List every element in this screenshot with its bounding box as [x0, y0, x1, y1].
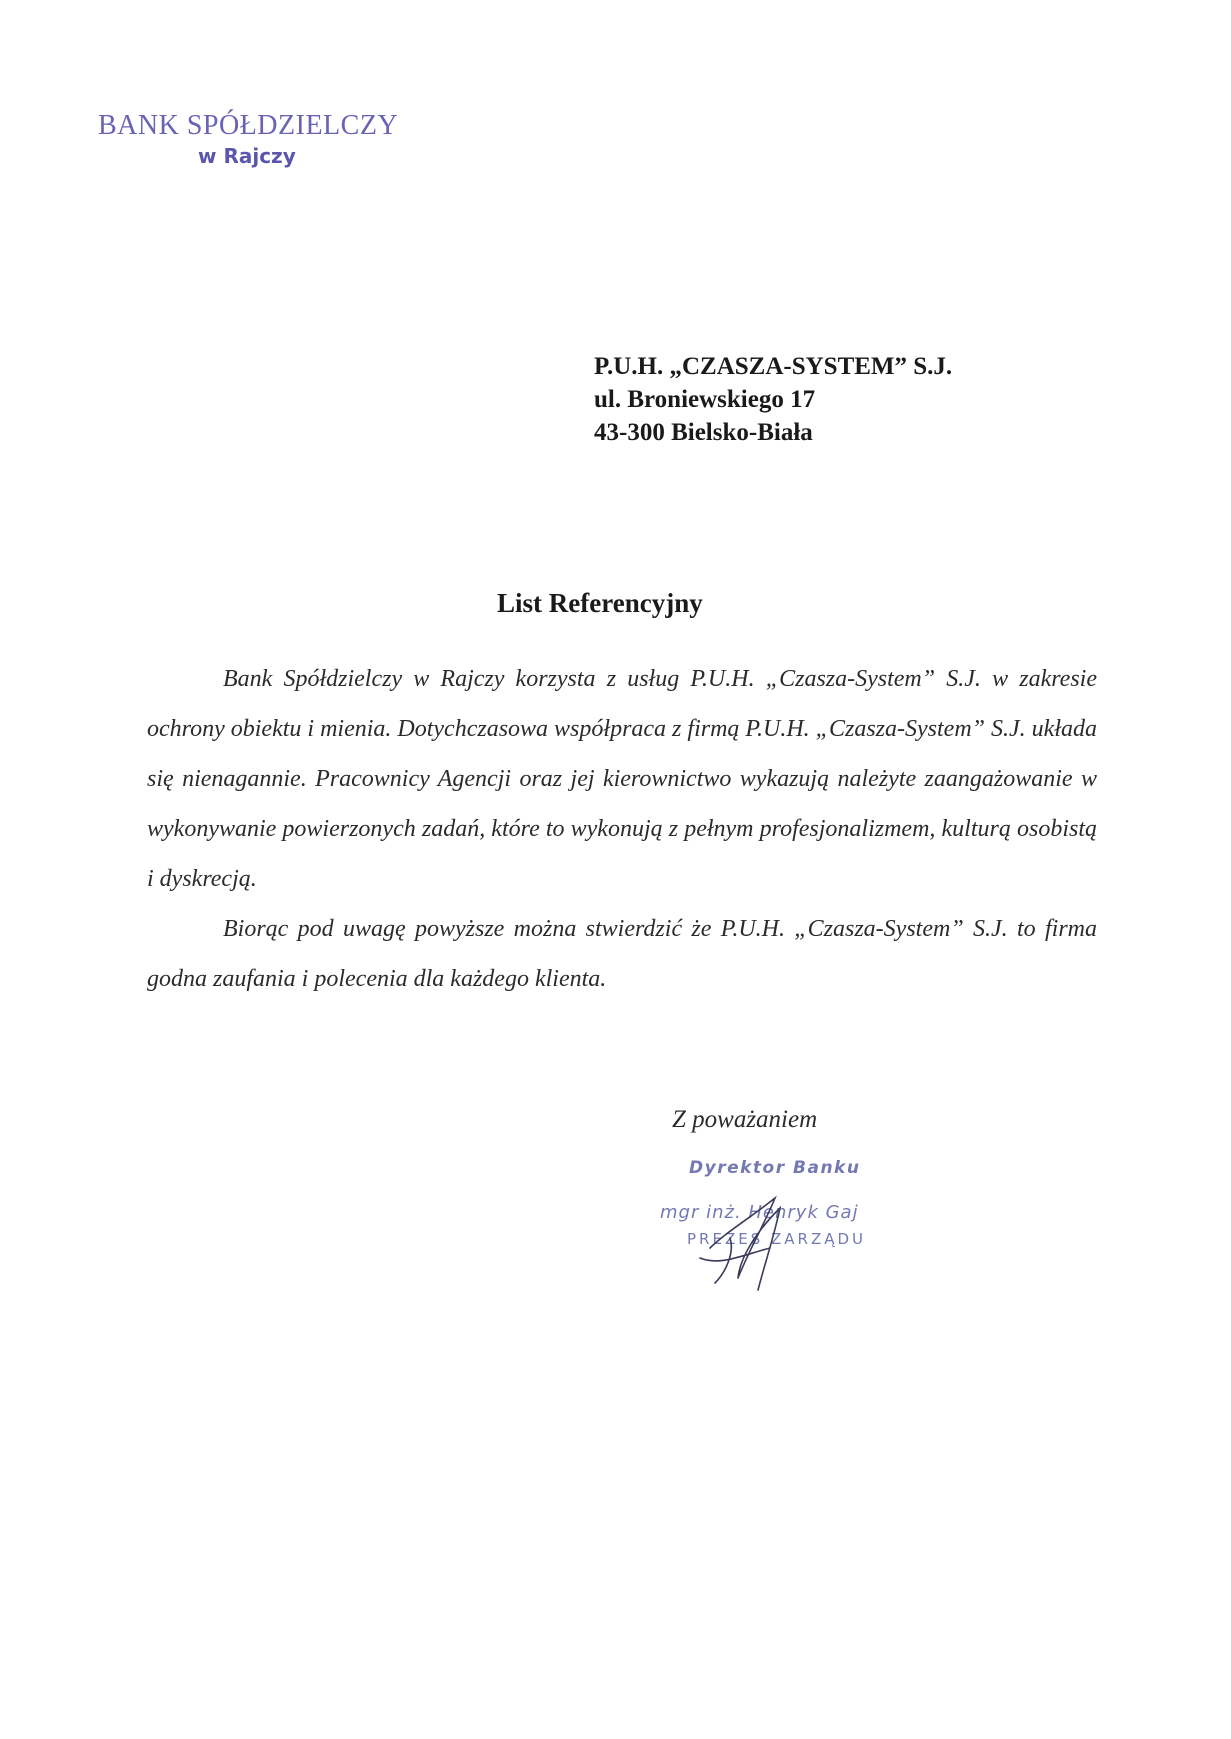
recipient-company: P.U.H. „CZASZA-SYSTEM” S.J.: [594, 353, 953, 380]
letter-closing: Z poważaniem: [672, 1106, 818, 1133]
letter-paragraph-2: Biorąc pod uwagę powyższe można stwierdzić że P.U.H. „Czasza-System” S.J. to firma godna zaufania i polecenia dla każdego klienta.: [147, 916, 1097, 992]
signature-stamp-person: mgr inż. Henryk Gaj: [660, 1202, 859, 1223]
bank-stamp-name: BANK SPÓŁDZIELCZY: [98, 110, 399, 141]
recipient-street: ul. Broniewskiego 17: [594, 386, 816, 413]
signature-stamp-title: Dyrektor Banku: [689, 1158, 861, 1178]
handwritten-signature: [680, 1178, 830, 1298]
recipient-address: [594, 350, 952, 449]
recipient-city: 43-300 Bielsko-Biała: [594, 419, 813, 446]
letter-paragraph-1: Bank Spółdzielczy w Rajczy korzysta z usług P.U.H. „Czasza-System” S.J. w zakresie ochrony obiektu i mienia. Dotychczasowa współpraca z firmą P.U.H. „Czasza-System” S.J. układa się nienagannie. Pracownicy Agencji oraz jej kierownictwo wykazują należyte zaangażowanie w wykonywanie powierzonych zadań, które to wykonują z pełnym profesjonalizmem, kulturą osobistą i dyskrecją.: [147, 666, 1097, 892]
signature-stamp-role: PREZES ZARZĄDU: [687, 1230, 867, 1248]
bank-stamp: [98, 110, 438, 170]
bank-stamp-location: w Rajczy: [198, 144, 296, 168]
letter-title: List Referencyjny: [497, 588, 703, 618]
letter-body: [147, 654, 1097, 1004]
